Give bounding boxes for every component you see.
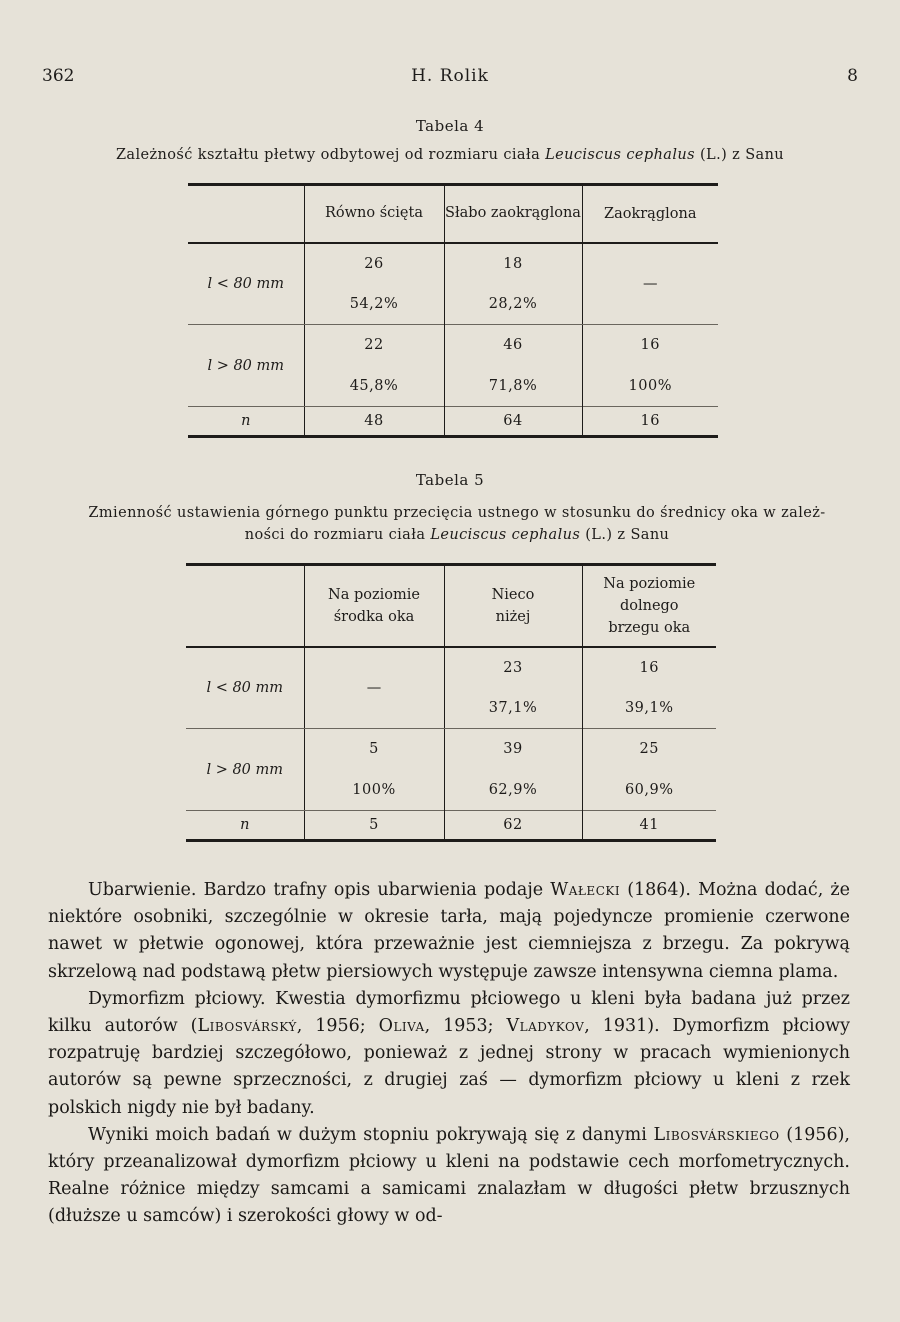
table-cell: 48 (304, 407, 444, 437)
author-name: Libosvárský (197, 1016, 297, 1037)
table-cell: 18 (444, 243, 582, 284)
table-cell: 25 (582, 729, 716, 770)
section-heading: Dymorfizm płciowy. (88, 988, 266, 1009)
table-cell: 100% (304, 770, 444, 811)
running-author: H. Rolik (411, 66, 489, 86)
table5-col-header: Na poziomie środka oka (304, 565, 444, 647)
page-mark: 8 (847, 66, 858, 86)
table5-caption: Tabela 5 (415, 471, 485, 489)
paragraph-coloration: Ubarwienie. Bardzo trafny opis ubarwienia podaje Wałecki (1864). Można dodać, że niektóre osobniki, szczególnie w okresie tarła, mają pojedyncze promienie czerwone nawet w płetwie ogonowej, która przeważnie jest ciemniejsza z brzegu. Za pokrywą skrzelową nad podstawą płetw piersiowych występuje zawsze intensywna ciemna plama. (48, 880, 850, 982)
paragraph-dimorphism: Dymorfizm płciowy. Kwestia dymorfizmu płciowego u kleni była badana już przez kilku autorów (Libosvárský, 1956; Oliva, 1953; Vladykov, 1931). Dymorfizm płciowy rozpatruję bardziej szczegółowo, ponieważ z jednej strony w pracach wymienionych autorów są pewne sprzeczności, z drugiej zaś — dymorfizm płciowy u kleni z rzek polskich nigdy nie był badany. (48, 988, 851, 1118)
table-cell: 26 (304, 243, 444, 284)
section-heading: Ubarwienie. (88, 880, 197, 900)
table-cell: 16 (582, 647, 716, 688)
author-name: Libosvárskiego (653, 1124, 780, 1145)
table-cell: 41 (582, 811, 716, 841)
table5-title: Zmienność ustawienia górnego punktu przecięcia ustnego w stosunku do średnicy oka w zależ- ności do rozmiaru ciała Leuciscus cephalus (L.) z Sanu (88, 505, 826, 543)
table-cell: 71,8% (444, 366, 582, 407)
species-name: Leuciscus cephalus (430, 527, 581, 543)
table4 (188, 183, 718, 438)
table4-total-label: n (241, 413, 251, 429)
table-cell: 62 (444, 811, 582, 841)
table-cell: 39 (444, 729, 582, 770)
species-name: Leuciscus cephalus (545, 147, 695, 163)
table-cell: 5 (304, 811, 444, 841)
table5-total-label: n (240, 817, 250, 833)
author-name: Wałecki (550, 880, 621, 900)
table-cell: 46 (444, 325, 582, 366)
table-cell: — (582, 243, 718, 325)
table-cell: 22 (304, 325, 444, 366)
table4-col-header: Zaokrąglona (582, 185, 718, 243)
table5-col-header: Na poziomie dolnego brzegu oka (582, 565, 716, 647)
body-text (48, 877, 850, 1231)
table5-stub-head (186, 565, 304, 647)
table-cell: 100% (582, 366, 718, 407)
table-cell: 64 (444, 407, 582, 437)
author-name: Oliva (378, 1016, 425, 1037)
running-head (42, 66, 858, 88)
table4-row-label: l < 80 mm (188, 243, 304, 325)
table4-col-header: Słabo zaokrąglona (444, 185, 582, 243)
table4-caption: Tabela 4 (415, 117, 485, 135)
table-cell: 60,9% (582, 770, 716, 811)
table4-col-header: Równo ścięta (304, 185, 444, 243)
table-cell: 45,8% (304, 366, 444, 407)
table5-row-label: l < 80 mm (186, 647, 304, 729)
table4-title: Zależność kształtu płetwy odbytowej od rozmiaru ciała Leuciscus cephalus (L.) z Sanu (115, 147, 785, 163)
table-cell: — (304, 647, 444, 729)
table4-stub-head (188, 185, 304, 243)
table5 (186, 563, 716, 842)
table-cell: 37,1% (444, 688, 582, 729)
table4-row-label: l > 80 mm (188, 325, 304, 407)
page-number: 362 (42, 66, 75, 86)
table-cell: 28,2% (444, 284, 582, 325)
table-cell: 5 (304, 729, 444, 770)
table-cell: 16 (582, 325, 718, 366)
table-cell: 62,9% (444, 770, 582, 811)
table-cell: 39,1% (582, 688, 716, 729)
table-cell: 16 (582, 407, 718, 437)
table-cell: 23 (444, 647, 582, 688)
paragraph-results: Wyniki moich badań w dużym stopniu pokrywają się z danymi Libosvárskiego (1956), który przeanalizował dymorfizm płciowy u kleni na podstawie cech morfometrycznych. Realne różnice między samcami a samicami znalazłam w długości płetw brzusznych (dłuższe u samców) i szerokości głowy w od- (48, 1124, 850, 1227)
author-name: Vladykov (506, 1016, 585, 1037)
table5-col-header: Nieco niżej (444, 565, 582, 647)
table-cell: 54,2% (304, 284, 444, 325)
table5-row-label: l > 80 mm (186, 729, 304, 811)
